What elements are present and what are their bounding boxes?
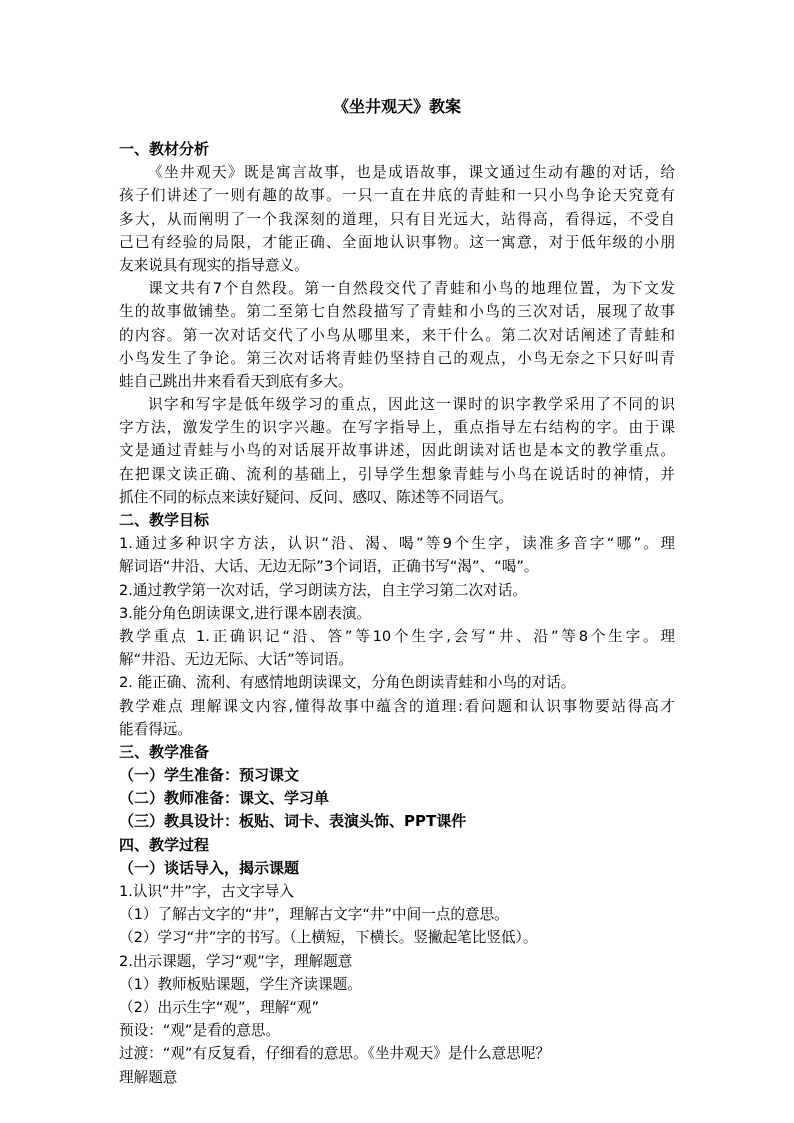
section-heading: （二）教师准备：课文、学习单 <box>119 789 330 808</box>
text-line: 孩子们讲述了一则有趣的故事。一只一直在井底的青蛙和一只小鸟争论天究竟有 <box>119 187 675 205</box>
section-heading: （一）谈话导入，揭示课题 <box>119 858 300 877</box>
text-line: （1）了解古文字的“井”，理解古文字“井”中间一点的意思。 <box>119 906 509 924</box>
text-line: 2.通过教学第一次对话，学习朗读方法，自主学习第二次对话。 <box>119 581 527 599</box>
section-heading: 四、教学过程 <box>119 835 210 854</box>
text-line: 1.通过多种识字方法，认识“沿、渴、喝”等9个生字，读准多音字“哪”。理 <box>119 535 675 553</box>
text-line: 3.能分角色朗读课文,进行课本剧表演。 <box>119 604 372 622</box>
text-line: 文是通过青蛙与小鸟的对话展开故事讲述，因此朗读对话也是本文的教学重点。 <box>119 442 675 460</box>
text-line: 的内容。第一次对话交代了小鸟从哪里来，来干什么。第二次对话阐述了青蛙和 <box>119 326 675 344</box>
text-line: 己已有经验的局限，才能正确、全面地认识事物。这一寓意，对于低年级的小朋 <box>119 233 675 251</box>
text-line: 友来说具有现实的指导意义。 <box>119 256 309 274</box>
text-line: 教学重点 1.正确识记“沿、答”等10个生字,会写“井、沿”等8个生字。理 <box>119 627 675 645</box>
section-heading: 一、教材分析 <box>119 140 210 158</box>
text-line: 识字和写字是低年级学习的重点，因此这一课时的识字教学采用了不同的识 <box>148 396 675 414</box>
text-line: 解“井沿、无边无际、大话”等词语。 <box>119 651 354 669</box>
text-line: 解词语“井沿、大话、无边无际”3个词语，正确书写“渴”、“喝”。 <box>119 558 539 576</box>
text-line: 2.出示课题，学习“观”字，理解题意 <box>119 952 353 970</box>
text-line: 能看得远。 <box>119 720 192 738</box>
text-line: 小鸟发生了争论。第三次对话将青蛙仍坚持自己的观点，小鸟无奈之下只好叫青 <box>119 349 675 367</box>
section-heading: （一）学生准备：预习课文 <box>119 766 300 785</box>
text-line: （2）出示生字“观”，理解“观” <box>119 998 320 1016</box>
text-line: 理解题意 <box>119 1068 178 1086</box>
text-line: 2. 能正确、流利、有感情地朗读课文，分角色朗读青蛙和小鸟的对话。 <box>119 674 576 692</box>
text-line: 过渡：“观”有反复看，仔细看的意思。《坐井观天》是什么意思呢？ <box>119 1045 551 1063</box>
text-line: 课文共有7个自然段。第一自然段交代了青蛙和小鸟的地理位置，为下文发 <box>148 280 675 298</box>
text-line: （1）教师板贴课题，学生齐读课题。 <box>119 975 362 993</box>
text-line: 1.认识“井”字，古文字导入 <box>119 883 294 900</box>
document-title: 《坐井观天》教案 <box>332 97 461 116</box>
text-line: 抓住不同的标点来读好疑问、反问、感叹、陈述等不同语气。 <box>119 488 514 506</box>
text-line: 多大，从而阐明了一个我深刻的道理，只有目光远大，站得高，看得远，不受自 <box>119 210 675 228</box>
document-body <box>119 138 675 1089</box>
text-line: 字方法，激发学生的识字兴趣。在写字指导上，重点指导左右结构的字。由于课 <box>119 419 675 437</box>
section-heading: 三、教学准备 <box>119 742 210 761</box>
text-line: 《坐井观天》既是寓言故事，也是成语故事，课文通过生动有趣的对话，给 <box>148 164 675 182</box>
text-line: 生的故事做铺垫。第二至第七自然段描写了青蛙和小鸟的三次对话，展现了故事 <box>119 303 675 321</box>
text-line: 蛙自己跳出井来看看天到底有多大。 <box>119 372 353 390</box>
text-line: （2）学习“井”字的书写。（上横短，下横长。竖撇起笔比竖低）。 <box>119 929 538 947</box>
section-heading: （三）教具设计：板贴、词卡、表演头饰、PPT课件 <box>119 812 467 831</box>
text-line: 在把课文读正确、流利的基础上，引导学生想象青蛙与小鸟在说话时的神情，并 <box>119 465 675 483</box>
text-line: 教学难点 理解课文内容,懂得故事中蕴含的道理:看问题和认识事物要站得高才 <box>119 697 675 715</box>
section-heading: 二、教学目标 <box>119 511 210 529</box>
text-line: 预设：“观”是看的意思。 <box>119 1022 281 1040</box>
